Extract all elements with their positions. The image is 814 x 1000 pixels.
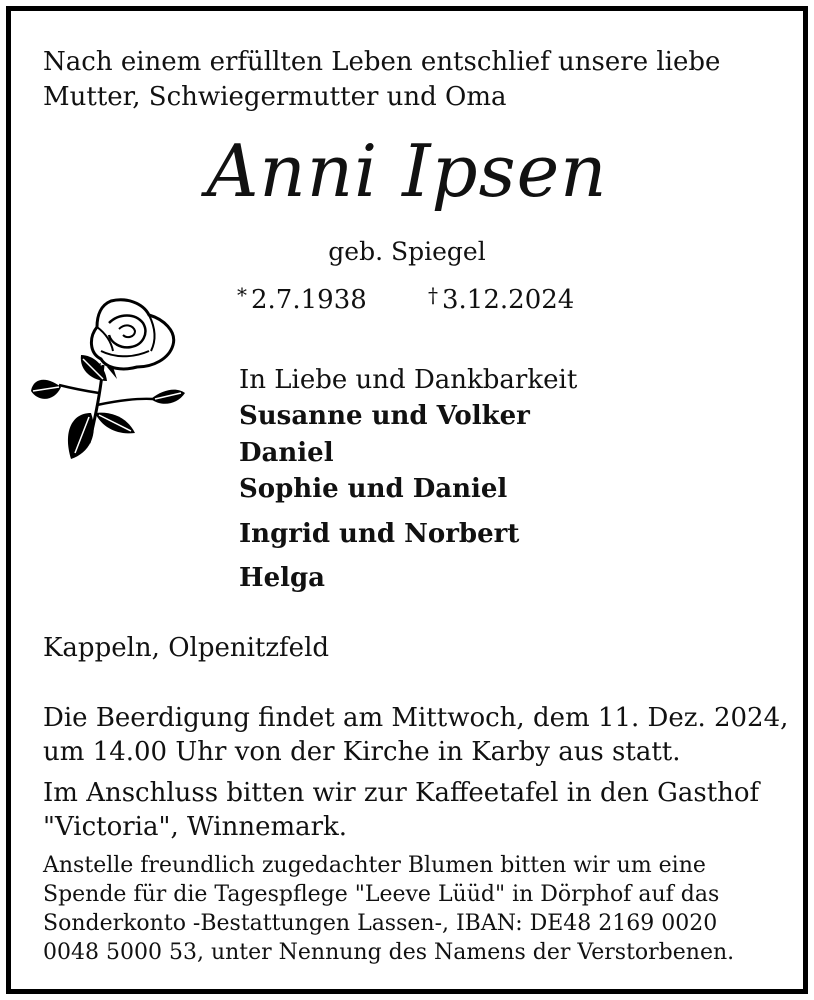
donation-line-2: Spende für die Tagespflege "Leeve Lüüd" in Dörphof auf das [43,882,720,907]
funeral-info [43,701,788,769]
donation-info [43,851,734,967]
family-intro: In Liebe und Dankbarkeit [239,365,578,395]
reception-info [43,776,759,844]
family-member: Helga [239,563,326,593]
family-member: Susanne und Volker [239,401,530,431]
birth-symbol: * [237,283,247,307]
funeral-line-2: um 14.00 Uhr von der Kirche in Karby aus statt. [43,737,681,767]
intro-line-2: Mutter, Schwiegermutter und Oma [43,82,507,112]
birth-name: geb. Spiegel [328,237,486,266]
rose-icon [31,293,191,463]
place: Kappeln, Olpenitzfeld [43,633,330,663]
obituary-notice [6,6,808,994]
donation-line-4: 0048 5000 53, unter Nennung des Namens der Verstorbenen. [43,940,735,965]
birth-date: 2.7.1938 [251,285,367,315]
donation-line-1: Anstelle freundlich zugedachter Blumen bitten wir um eine [43,853,706,878]
intro-text [43,45,743,115]
birth-date-line [237,283,367,315]
death-date: 3.12.2024 [442,285,575,315]
reception-line-1: Im Anschluss bitten wir zur Kaffeetafel in den Gasthof [43,778,760,808]
family-member: Ingrid und Norbert [239,519,520,549]
deceased-name: Anni Ipsen [206,129,608,213]
family-member: Daniel [239,438,334,468]
funeral-line-1: Die Beerdigung findet am Mittwoch, dem 11. Dez. 2024, [43,703,789,733]
death-symbol: † [428,283,438,307]
donation-line-3: Sonderkonto -Bestattungen Lassen-, IBAN: DE48 2169 0020 [43,911,718,936]
intro-line-1: Nach einem erfüllten Leben entschlief unsere liebe [43,47,721,77]
death-date-line [428,283,574,315]
reception-line-2: "Victoria", Winnemark. [43,812,348,842]
family-member: Sophie und Daniel [239,474,508,504]
